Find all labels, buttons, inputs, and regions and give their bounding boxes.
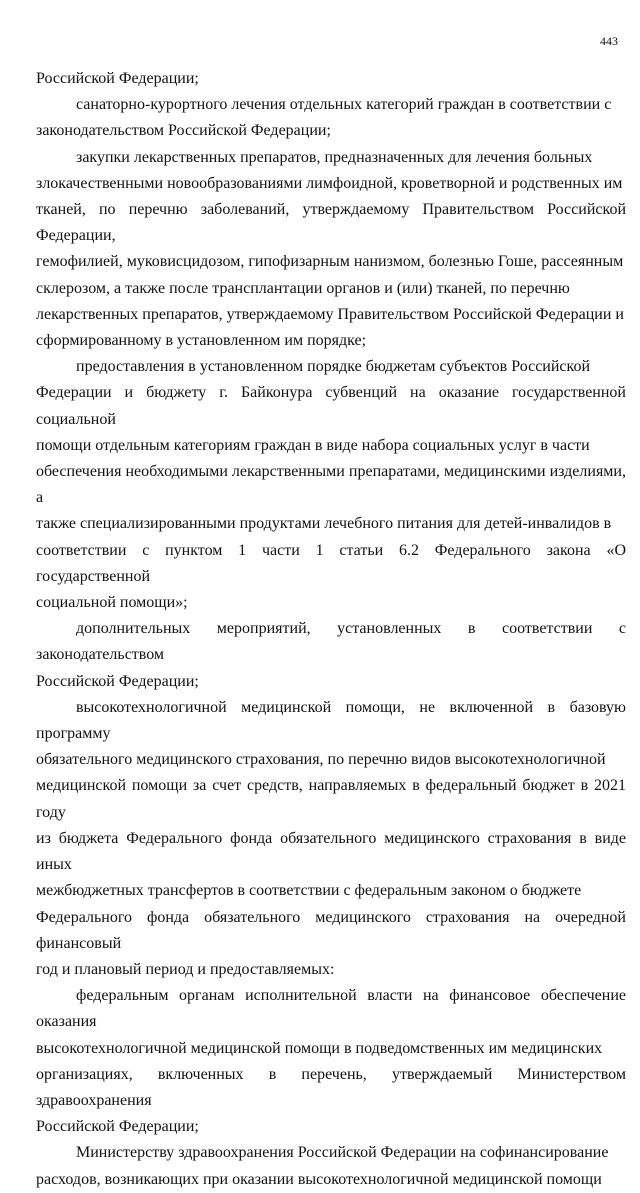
- paragraph-subventions: предоставления в установленном порядке бюджетам субъектов Российской Федерации и бюджету г. Байконура субвенций на оказание государственной социальной помощи отдельным категориям граждан в виде набора социальных услуг в части обеспечения необходимыми лекарственными препаратами, медицинскими изделиями, а также специализированными продуктами лечебного питания для детей-инвалидов в соответствии с пунктом 1 части 1 статьи 6.2 Федерального закона «О государственной социальной помощи»;: [36, 358, 626, 612]
- paragraph-continuation: Российской Федерации;: [36, 70, 199, 87]
- paragraph-sanatorium-treatment: санаторно-курортного лечения отдельных категорий граждан в соответствии с законодательством Российской Федерации;: [36, 96, 612, 140]
- document-body: [36, 66, 626, 1193]
- paragraph-federal-bodies: федеральным органам исполнительной власти на финансовое обеспечение оказания высокотехнологичной медицинской помощи в подведомственных им медицинских организациях, включенных в перечень, утверждаемый Министерством здравоохранения Российской Федерации;: [36, 987, 626, 1136]
- paragraph-high-tech-care: высокотехнологичной медицинской помощи, не включенной в базовую программу обязательного медицинского страхования, по перечню видов высокотехнологичной медицинской помощи за счет средств, направляемых в федеральный бюджет в 2021 году из бюджета Федерального фонда обязательного медицинского страхования в виде иных межбюджетных трансфертов в соответствии с федеральным законом о бюджете Федерального фонда обязательного медицинского страхования на очередной финансовый год и плановый период и предоставляемых:: [36, 698, 626, 978]
- paragraph-additional-measures: дополнительных мероприятий, установленных в соответствии с законодательством Российской Федерации;: [36, 620, 626, 690]
- paragraph-ministry-cofinancing: Министерству здравоохранения Российской Федерации на софинансирование расходов, возникающих при оказании высокотехнологичной медицинской помощи: [36, 1144, 609, 1188]
- paragraph-drug-procurement: закупки лекарственных препаратов, предназначенных для лечения больных злокачественными новообразованиями лимфоидной, кроветворной и родственных им тканей, по перечню заболеваний, утверждаемому Правительством Российской Федерации, гемофилией, муковисцидозом, гипофизарным нанизмом, болезнью Гоше, рассеянным склерозом, а также после трансплантации органов и (или) тканей, по перечню лекарственных препаратов, утверждаемому Правительством Российской Федерации и сформированному в установленном им порядке;: [36, 148, 626, 350]
- page-number: 443: [600, 34, 618, 48]
